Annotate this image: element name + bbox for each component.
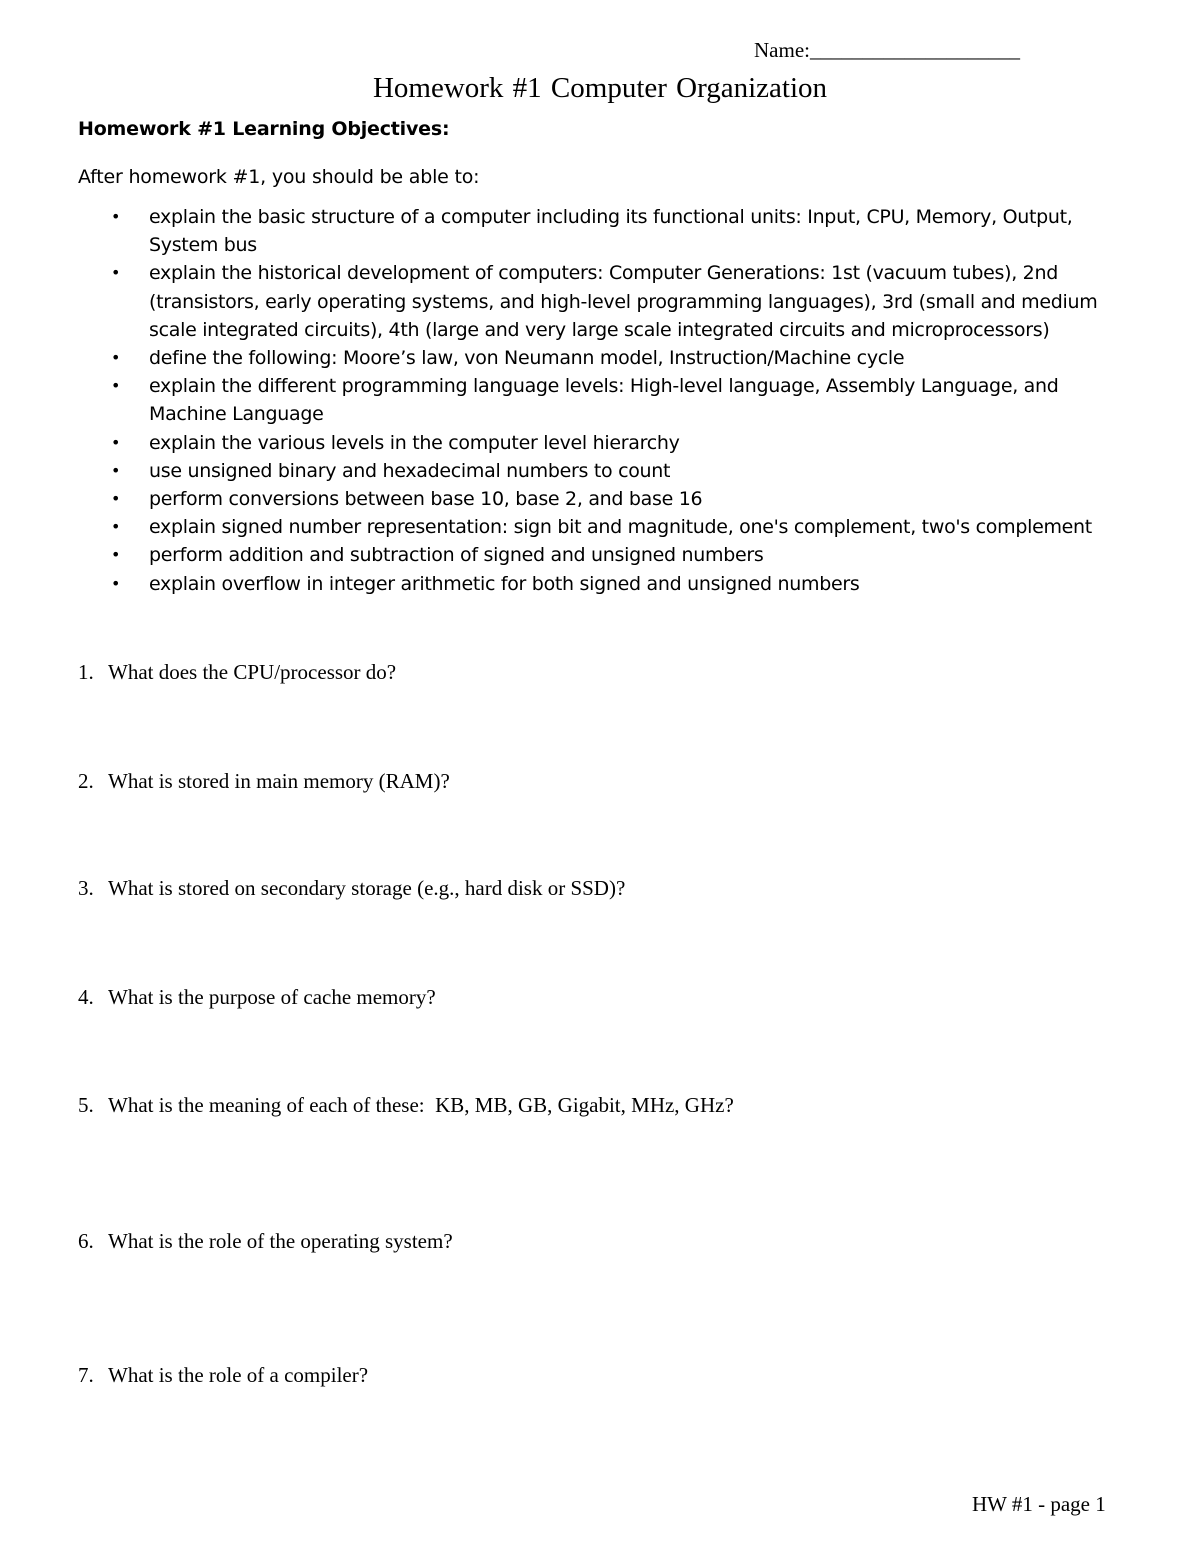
objective-text: explain the historical development of computers: Computer Generations: 1st (vacuum tubes), 2nd (transistors, early operating systems, and high-level programming languages), 3rd (small and medium scale integrated circuits), 4th (large and very large scale integrated circuits and microprocessors) <box>149 262 1098 341</box>
question-number: 2. <box>78 769 94 793</box>
bullet-icon: • <box>111 432 121 452</box>
question-6 <box>78 1229 453 1254</box>
objective-text: explain overflow in integer arithmetic for both signed and unsigned numbers <box>149 572 860 595</box>
objective-item <box>78 259 1138 344</box>
question-number: 4. <box>78 985 94 1009</box>
objectives-heading: Homework #1 Learning Objectives: <box>78 118 450 140</box>
objective-text: define the following: Moore’s law, von Neumann model, Instruction/Machine cycle <box>149 347 905 370</box>
question-4 <box>78 985 436 1010</box>
objective-item <box>78 513 1138 541</box>
objective-item <box>78 541 1138 569</box>
page-title: Homework #1 Computer Organization <box>372 72 828 104</box>
question-number: 6. <box>78 1229 94 1253</box>
question-text: What is stored on secondary storage (e.g., hard disk or SSD)? <box>108 876 626 900</box>
objective-text: explain the different programming language levels: High-level language, Assembly Language, and Machine Language <box>149 375 1059 426</box>
question-1 <box>78 660 396 685</box>
bullet-icon: • <box>111 573 121 593</box>
bullet-icon: • <box>111 376 121 396</box>
bullet-icon: • <box>111 517 121 537</box>
objective-text: perform conversions between base 10, base 2, and base 16 <box>149 488 703 511</box>
name-field-label: Name:____________________ <box>754 38 1020 62</box>
objectives-list <box>78 203 1138 598</box>
objective-text: perform addition and subtraction of signed and unsigned numbers <box>149 544 764 567</box>
bullet-icon: • <box>111 545 121 565</box>
page-footer: HW #1 - page 1 <box>972 1492 1106 1516</box>
question-text: What does the CPU/processor do? <box>108 660 397 684</box>
objective-item <box>78 372 1138 428</box>
question-number: 3. <box>78 876 94 900</box>
bullet-icon: • <box>111 489 121 509</box>
question-2 <box>78 769 450 794</box>
question-number: 7. <box>78 1363 94 1387</box>
bullet-icon: • <box>111 207 121 226</box>
question-number: 5. <box>78 1093 94 1117</box>
objective-item <box>78 344 1138 372</box>
question-number: 1. <box>78 660 94 684</box>
question-3 <box>78 876 625 901</box>
question-text: What is the role of a compiler? <box>108 1363 369 1387</box>
objective-item <box>78 457 1138 485</box>
question-text: What is the role of the operating system? <box>108 1229 453 1253</box>
objective-text: explain the various levels in the computer level hierarchy <box>149 431 680 454</box>
question-5 <box>78 1093 734 1118</box>
objective-item <box>78 429 1138 457</box>
objective-text: use unsigned binary and hexadecimal numbers to count <box>149 459 671 482</box>
question-text: What is the meaning of each of these: KB, MB, GB, Gigabit, MHz, GHz? <box>108 1093 734 1117</box>
objective-text: explain the basic structure of a computer including its functional units: Input, CPU, Memory, Output, System bus <box>149 206 1073 257</box>
objective-item <box>78 485 1138 513</box>
bullet-icon: • <box>111 263 121 283</box>
objective-item <box>78 203 1138 259</box>
objective-text: explain signed number representation: sign bit and magnitude, one's complement, two's complement <box>149 516 1092 539</box>
objectives-intro: After homework #1, you should be able to: <box>78 166 480 188</box>
objective-item <box>78 570 1138 598</box>
bullet-icon: • <box>111 348 121 368</box>
bullet-icon: • <box>111 460 121 480</box>
question-text: What is the purpose of cache memory? <box>108 985 436 1009</box>
question-7 <box>78 1363 368 1388</box>
question-text: What is stored in main memory (RAM)? <box>108 769 450 793</box>
